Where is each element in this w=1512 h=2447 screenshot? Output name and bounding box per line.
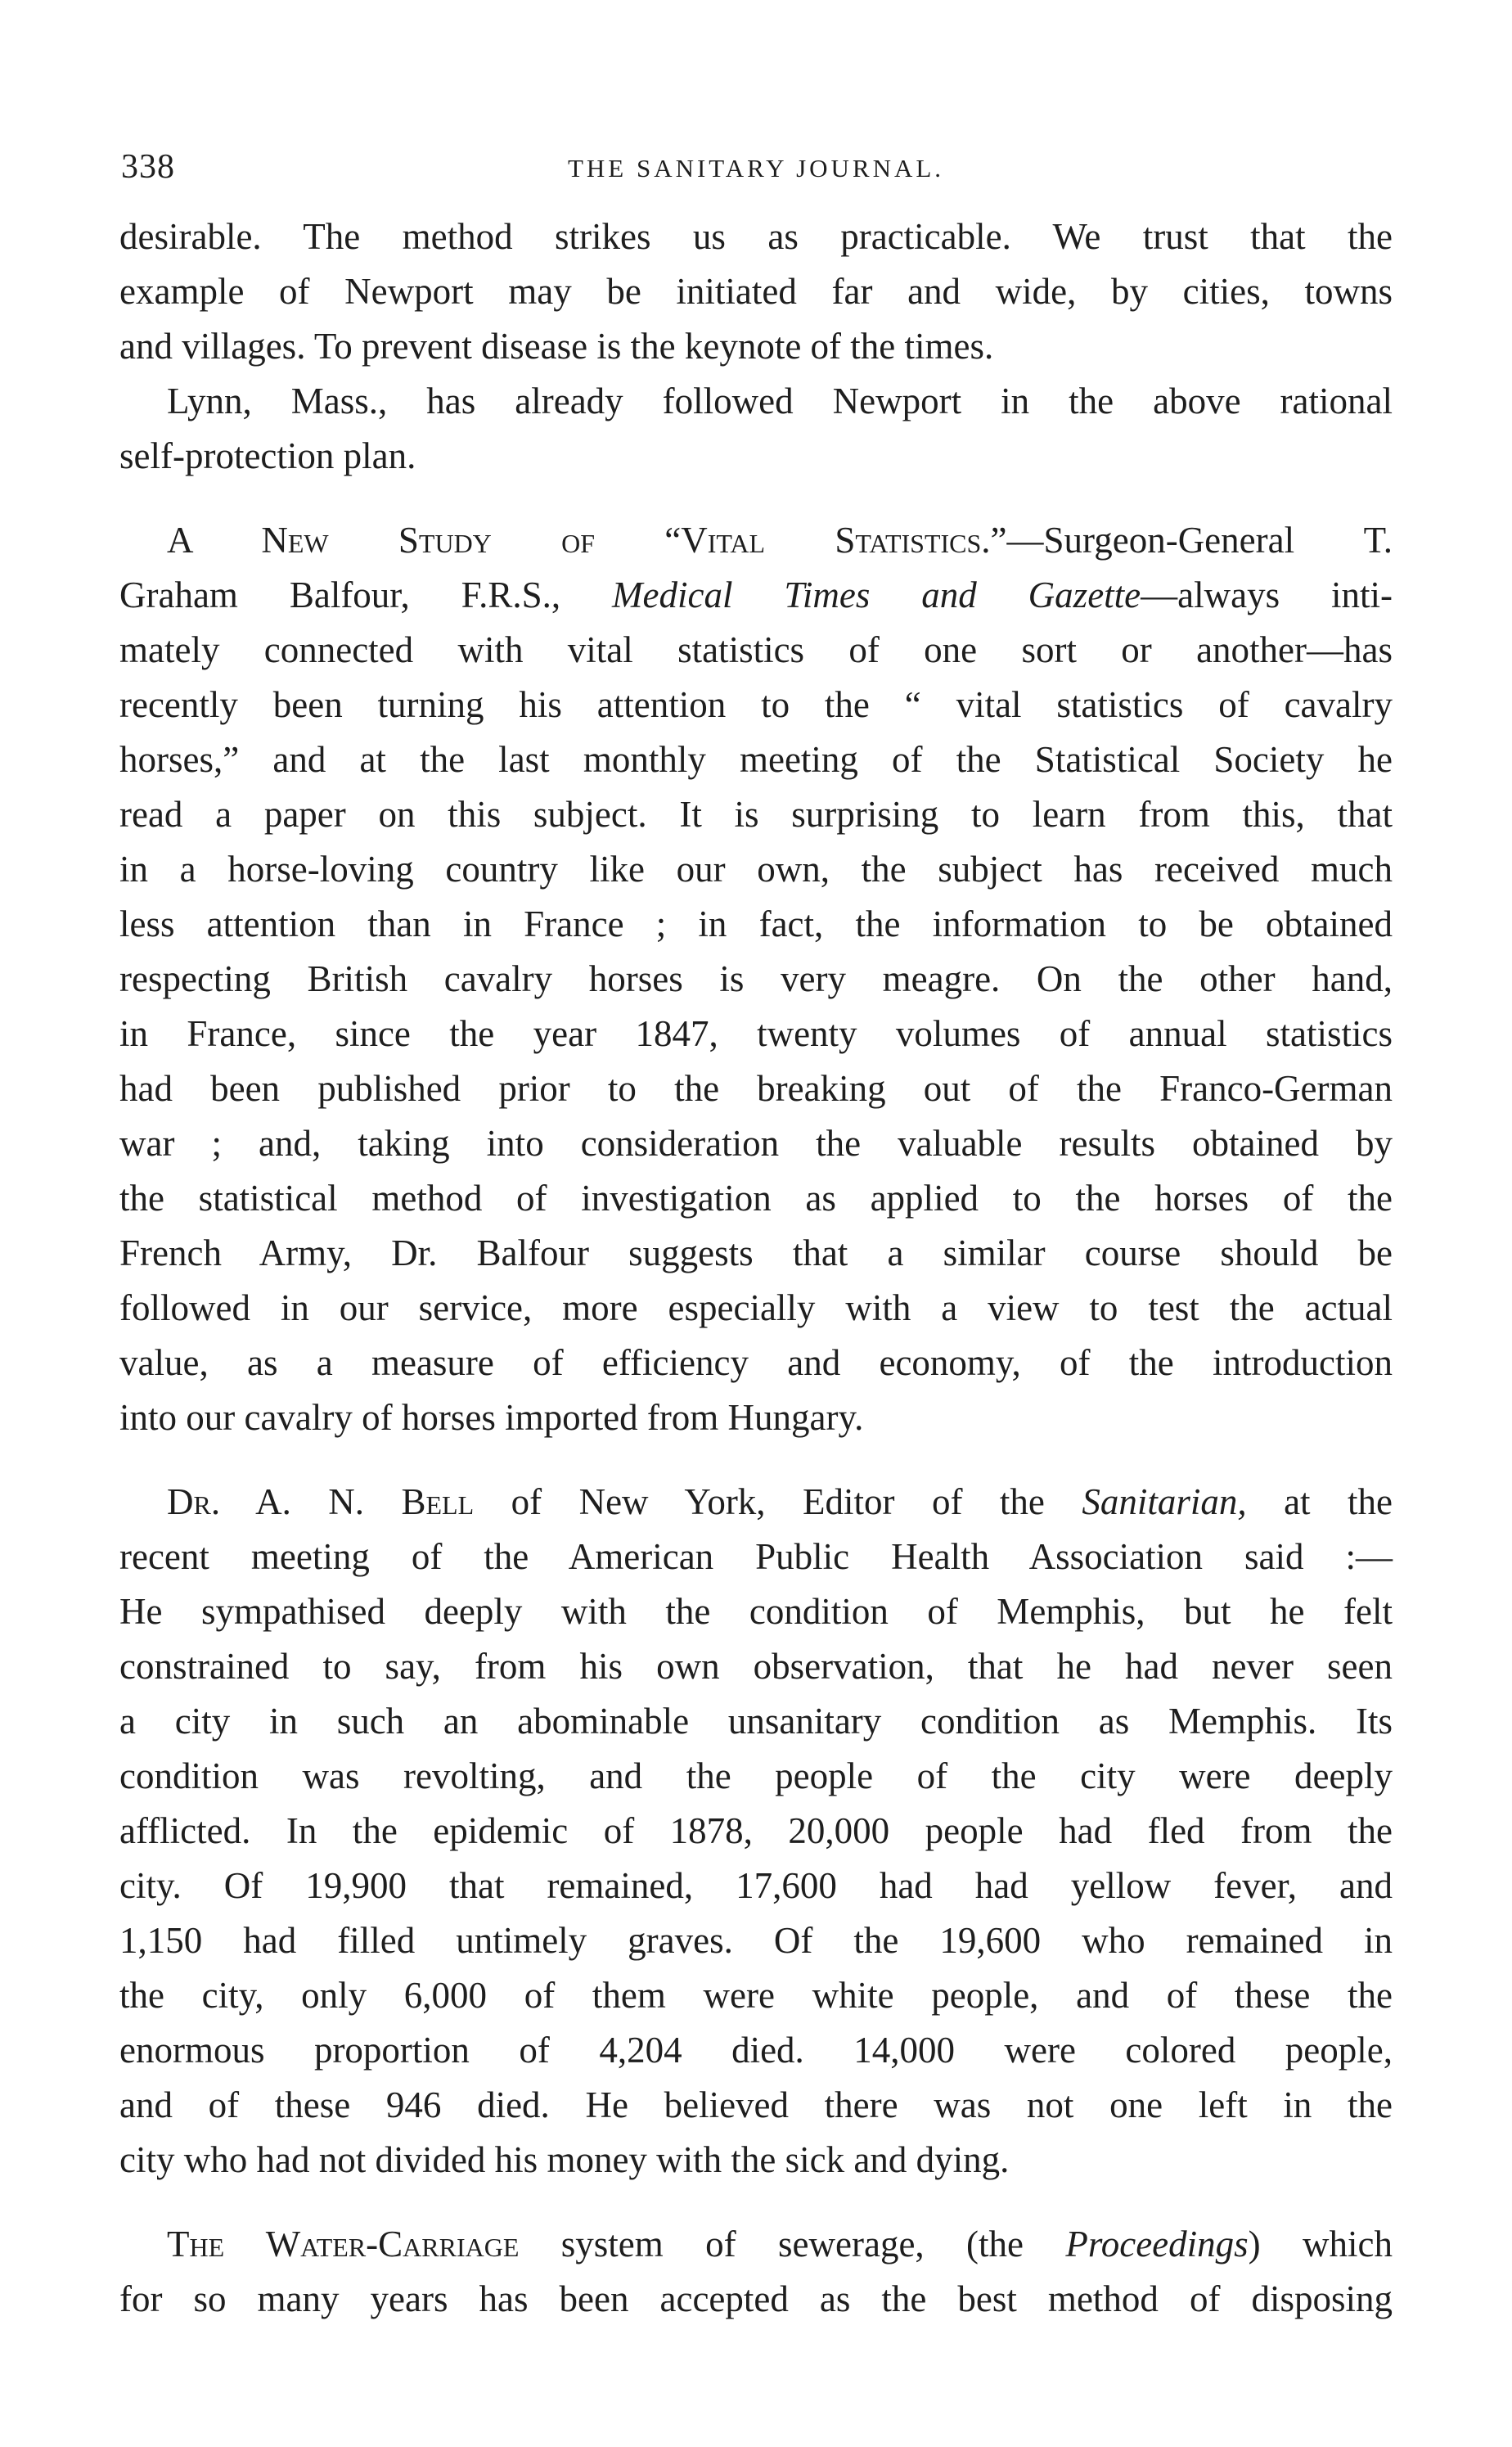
paragraph-newport-continuation [119,210,1393,484]
text-line: war ; and, taking into consideration the valuable results obtained by [119,1123,1393,1164]
page-number: 338 [121,148,175,186]
text-line: respecting British cavalry horses is very meagre. On the other hand, [119,958,1393,999]
journal-title: THE SANITARY JOURNAL. [567,154,945,183]
text-line: value, as a measure of efficiency and economy, of the introduction [119,1342,1393,1383]
text-line: less attention than in France ; in fact, the information to be obtained [119,904,1393,944]
text-line: 1,150 had filled untimely graves. Of the 19,600 who remained in [119,1920,1393,1961]
running-head [119,147,1393,205]
text-line: for so many years has been accepted as the best method of disposing [119,2278,1393,2319]
text-line: recently been turning his attention to the “ vital statistics of cavalry [119,684,1393,725]
text-line: mately connected with vital statistics of one sort or another—has [119,629,1393,670]
publication-title: Medical Times and Gazette [612,575,1141,615]
book-page [119,147,1393,2327]
text-line: Lynn, Mass., has already followed Newport in the above rational [167,381,1393,421]
text-line: followed in our service, more especially with a view to test the actual [119,1287,1393,1328]
text-line: afflicted. In the epidemic of 1878, 20,000 people had fled from the [119,1810,1393,1851]
text-line: French Army, Dr. Balfour suggests that a similar course should be [119,1233,1393,1273]
text-line: had been published prior to the breaking out of the Franco-German [119,1068,1393,1109]
text-line: example of Newport may be initiated far and wide, by cities, towns [119,271,1393,312]
paragraph-vital-statistics [119,513,1393,1445]
text-line: enormous proportion of 4,204 died. 14,000 were colored people, [119,2030,1393,2071]
text-line: A New Study of “Vital Statistics.”—Surgeon-General T. [167,520,1393,561]
text-line: He sympathised deeply with the condition of Memphis, but he felt [119,1591,1393,1632]
text-line: city who had not divided his money with the sick and dying. [119,2139,1010,2180]
text-line: city. Of 19,900 that remained, 17,600 had had yellow fever, and [119,1865,1393,1906]
text-line: in a horse-loving country like our own, the subject has received much [119,849,1393,890]
text-line: read a paper on this subject. It is surprising to learn from this, that [119,794,1393,835]
text-line: and of these 946 died. He believed there was not one left in the [119,2084,1393,2125]
paragraph-memphis [119,1475,1393,2188]
text-line: desirable. The method strikes us as practicable. We trust that the [119,216,1393,257]
text-line: and villages. To prevent disease is the keynote of the times. [119,326,994,367]
text-line: constrained to say, from his own observation, that he had never seen [119,1646,1393,1687]
publication-title: Proceedings [1065,2224,1249,2264]
section-lead-in: Dr. A. N. Bell [167,1481,475,1522]
text-line: horses,” and at the last monthly meeting of the Statistical Society he [119,739,1393,780]
text-line: the city, only 6,000 of them were white people, and of these the [119,1975,1393,2016]
section-lead-in: A New Study of “Vital Statistics.” [167,520,1007,561]
text-line: condition was revolting, and the people of the city were deeply [119,1755,1393,1796]
paragraph-water-carriage [119,2217,1393,2327]
text-line: into our cavalry of horses imported from Hungary. [119,1397,864,1438]
publication-title: Sanitarian, [1082,1481,1247,1522]
text-line: a city in such an abominable unsanitary condition as Memphis. Its [119,1701,1393,1742]
text-line: the statistical method of investigation as applied to the horses of the [119,1178,1393,1219]
text-line: The Water-Carriage system of sewerage, (the Proceedings) which [167,2224,1393,2264]
text-line: Dr. A. N. Bell of New York, Editor of the Sanitarian, at the [167,1481,1393,1522]
text-line: in France, since the year 1847, twenty volumes of annual statistics [119,1013,1393,1054]
section-lead-in: The Water-Carriage [167,2224,520,2264]
text-line: self-protection plan. [119,435,416,476]
text-line: Graham Balfour, F.R.S., Medical Times and Gazette—always inti- [119,575,1393,615]
text-line: recent meeting of the American Public Health Association said :— [119,1536,1393,1577]
